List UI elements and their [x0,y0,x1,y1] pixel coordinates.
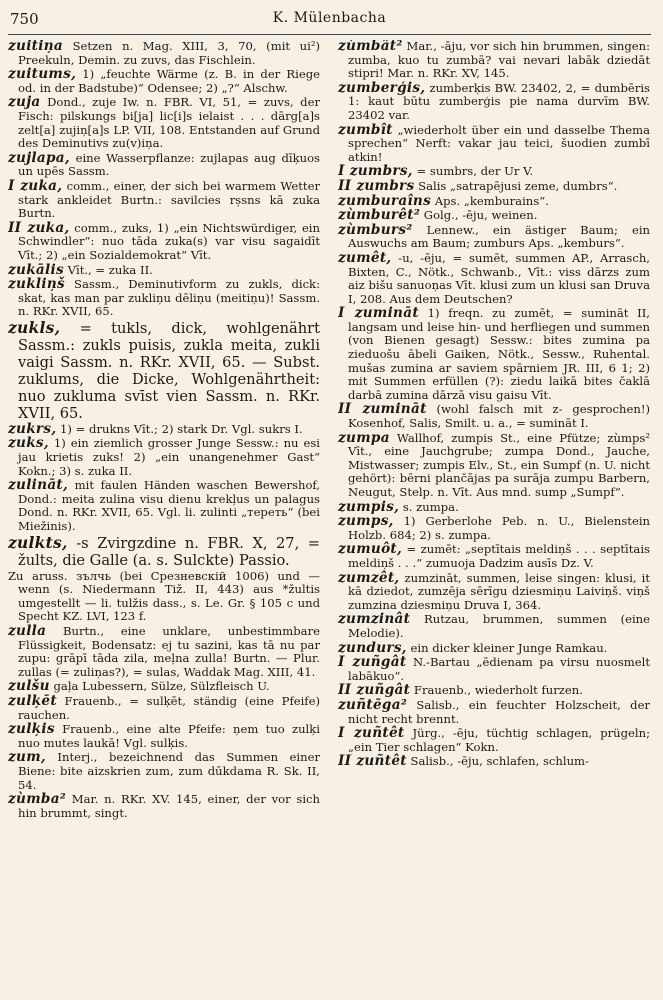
dictionary-entry [338,177,650,194]
entry-headword: zumps, [338,513,394,530]
entry-headword: zundurs, [338,639,407,656]
entry-text: Jürg., -ēju, tüchtig schlagen, prügeln; „ein Tier schlagen“ Kokn. [348,726,650,754]
dictionary-entry [8,479,320,533]
page-header [8,6,651,30]
entry-headword: II zumināt [338,401,427,418]
entry-headword: zumbît [338,121,393,138]
entry-headword: I zumināt [338,305,419,322]
entry-headword: zumêt, [338,249,392,266]
entry-headword: zum, [8,749,46,766]
entry-text: Aps. „kemburains“. [431,193,549,208]
entry-headword: zuitums, [8,66,77,83]
entry-text: s. zumpa. [399,499,459,514]
dictionary-entry [338,307,650,402]
entry-text: N.-Bartau „ēdienam pa virsu nuosmelt labākuo“. [348,655,650,683]
entry-text: 1) = drukns Vīt.; 2) stark Dr. Vgl. sukrs I. [56,421,303,436]
entry-text: Mar., -āju, vor sich hin brummen, singen: zumba, kuo tu zumbā? vai nevari labāk dziedāt stipri! Mar. n. RKr. XV, 145. [348,40,650,81]
dictionary-entry [338,727,650,754]
dictionary-entry [8,625,320,679]
dictionary-entry [8,68,320,95]
header-rule [8,34,651,35]
entry-headword: zumuôt, [338,541,403,558]
entry-headword: zulķis [8,721,55,738]
dictionary-entry [8,149,320,179]
entry-text: 1) Gerberlohe Peb. n. U., Bielenstein Holzb. 684; 2) s. zumpa. [348,514,650,542]
entry-headword: I zuñtêt [338,725,405,742]
dictionary-entry [8,261,320,278]
right-column [338,40,650,995]
dictionary-entry [338,429,650,500]
entry-text: zumberķis BW. 23402, 2, = dumbēris 1: kaut būtu zumberģis pie nama durvīm BW. 23402 var. [348,80,650,122]
entry-text: Salis „satrapējusi zeme, dumbrs“. [414,178,618,193]
entry-headword: II zuñgât [338,682,411,699]
entry-headword: zuja [8,94,41,111]
dictionary-entry [8,40,320,67]
entry-headword: II zumbrs [338,177,415,194]
entry-headword: zumburaîns [338,192,432,209]
entry-headword: zujlapa, [8,149,70,166]
entry-text: zumzināt, summen, leise singen: klusi, it kā dziedot, zumzēja sērīgu dziesmiņu Laiviņš. viņš zumzina dziesmiņu Druva I, 364. [348,570,650,612]
entry-headword: II zuñtêt [338,753,407,770]
dictionary-entry [8,692,320,722]
entry-text: Frauenb., eine alte Pfeife: ņem tuo zulķi nuo mutes laukā! Vgl. sulķis. [18,722,320,750]
dictionary-entry [8,793,320,820]
entry-headword: zùmbât² [338,40,403,54]
entry-text: comm., zuks, 1) „ein Nichtswürdiger, ein Schwindler“: nuo tāda zuka(s) var visu sagaidīt Vīt.; 2) „ein Sozialdemokrat“ Vīt. [18,220,320,262]
dictionary-entry [338,221,650,251]
entry-text: Salisb., -ēju, schlafen, schlum- [406,754,589,769]
entry-headword: zulkts, [8,533,68,552]
entry-text: Wallhof, zumpis St., eine Pfütze; zùmps² Vīt., eine Jauchgrube; zumpa Dond., Jauche, Mistwasser; zumpis Elv., St., ein Sumpf (n. U. nicht gehört): bērni plančājas pa surāja zumpu Barbern, Neugut, Stelp. n. Vīt. Aus mnd. sump „Sumpf“. [348,430,650,499]
entry-text: eine Wasserpflanze: zujlapas aug dīķuos un upēs Sassm. [18,150,320,179]
dictionary-entry [8,420,320,437]
entry-text: Frauenb., = sulķēt, ständig (eine Pfeife) rauchen. [18,693,320,722]
entry-text: = sumbrs, der Ur V. [412,164,534,179]
dictionary-entry [338,684,650,698]
dictionary-entry [338,755,650,769]
entry-text: Vīt., = zuka II. [63,262,153,277]
dictionary-entry [8,177,320,221]
entry-text: mit faulen Händen waschen Bewershof, Dond.: meita zulina visu dienu krekļus un palagus Dond. n. RKr. XVII, 65. Vgl. li. zulinti „тереть“ (bei Miežinis). [18,478,320,534]
dictionary-entry [338,209,650,223]
left-column [8,40,320,995]
entry-text: (wohl falsch mit z- gesprochen!) Kosenhof, Salis, Smilt. u. a., = sumināt I. [348,402,650,431]
entry-text: Dond., zuje Iw. n. FBR. VI, 51, = zuvs, der Fisch: pilskungs bi[ja] lic[i]s ielaist . . . dārg[a]s zelt[a] zujiņ[a]s LP. VII, 108. Entstanden auf Grund des Deminutivs zu(v)iņa. [18,95,320,151]
dictionary-entry [338,403,650,430]
dictionary-entry [8,437,320,478]
entry-headword: zukālis [8,261,64,278]
dictionary-entry [8,680,320,694]
dictionary-entry [8,219,320,263]
entry-text: -u, -ēju, = sumēt, summen AP., Arrasch, Bixten, C., Nötk., Schwanb., Vīt.: viss dārzs zum aiz bišu sanuoņas Vīt. klusi zum un klusi san Druva I, 208. Aus dem Deutschen? [348,250,650,306]
dictionary-entry [338,192,650,209]
entry-headword: zumzêt, [338,569,400,586]
dictionary-entry [338,249,650,306]
dictionary-entry [338,613,650,640]
entry-headword: I zuñgât [338,654,407,671]
entry-text: = tukls, dick, wohlgenährt Sassm.: zukls puisis, zukla meita, zukli vaigi Sassm. n. RKr. XVII, 65. — Subst. zuklums, die Dicke, Wohlgenährtheit: nuo zukluma svīst vien Sassm. n. RKr. XVII, 65. [18,319,320,422]
dictionary-entry [338,79,650,123]
entry-headword: zumpa [338,429,390,446]
entry-headword: zukrs, [8,420,57,437]
entry-text: 1) ein ziemlich grosser Junge Sessw.: nu esi jau krietis zuks! 2) „ein unangenehmer Gast“ Kokn.; 3) s. zuka II. [18,436,320,478]
entry-headword: zùmba² [8,791,67,808]
entry-text: 1) „feuchte Wärme (z. B. in der Riege od. in der Badstube)“ Odensee; 2) „?“ Alschw. [18,67,320,95]
dictionary-entry [8,96,320,150]
entry-headword: zumpis, [338,498,400,515]
entry-text: Frauenb., wiederholt furzen. [410,683,583,698]
entry-headword: zukliņš [8,276,65,293]
entry-headword: I zuka, [8,177,63,194]
dictionary-entry [338,569,650,613]
entry-text: „wiederholt über ein und dasselbe Thema sprechen“ Nerft: vakar jau teici, šuodien zumbī atkin! [348,122,650,164]
dictionary-entry [338,639,650,656]
entry-text: Golg., -ēju, weinen. [420,208,538,223]
entry-headword: zulšu [8,678,50,695]
entry-headword: zukls, [8,318,61,337]
entry-headword: zùmburs² [338,221,413,238]
entry-headword: zuks, [8,435,49,452]
entry-headword: II zuka, [8,219,70,236]
dictionary-entry [8,570,320,624]
entry-headword: zùmburêt² [338,207,421,224]
dictionary-entry [338,165,650,179]
dictionary-entry [8,723,320,750]
entry-text: Interj., bezeichnend das Summen einer Biene: bite aizskrien zum, zum dūkdama R. Sk. II, 54. [18,750,320,792]
entry-text: gaļa Lubessern, Sülze, Sülzfleisch U. [49,679,270,694]
running-title: K. Mülenbacha [272,10,387,26]
dictionary-entry [8,751,320,792]
entry-text: Setzen n. Mag. XIII, 3, 70, (mit ui²) Preekuln, Demin. zu zuvs, das Fischlein. [18,40,320,67]
entry-headword: zuñtēga² [338,696,408,713]
dictionary-entry [338,515,650,542]
entry-headword: zumzinât [338,611,411,628]
entry-headword: I zumbrs, [338,163,413,180]
entry-text: ein dicker kleiner Junge Ramkau. [406,640,608,655]
dictionary-entry [8,535,320,569]
entry-headword: zuitiņa [8,40,64,54]
dictionary-entry [338,498,650,515]
dictionary-entry [8,278,320,319]
dictionary-entry [338,121,650,165]
dictionary-entry [8,320,320,422]
dictionary-entry [338,40,650,81]
entry-text: Burtn., eine unklare, unbestimmbare Flüssigkeit, Bodensatz: ej tu sazini, kas tā nu par zupu: grāpī tāda zila, meļna zulla! Burtn. — Plur. zullas (= zuliņas?), = sulas, Waddak Mag. XIII, 41. [18,624,320,679]
entry-headword: zumberģis, [338,79,426,96]
entry-text: 1) freqn. zu zumēt, = sumināt II, langsam und leise hin- und herfliegen und summen (von Bienen gesagt) Sessw.: bites zumina pa zieduošu ābeli Gaiken, Nötk., Sessw., Ruhental. mušas zumina ar saviem spārniem JR. III, 6 1; 2) mit Summen erfüllen (?): ziedu laikā bites čaklā darbā zumina dārzā visu gaisu Vīt. [348,306,650,402]
entry-text: Rutzau, brummen, summen (eine Melodie). [348,612,650,640]
entry-headword: zulķēt [8,692,57,709]
dictionary-entry [338,696,650,726]
entry-text: Sassm., Deminutivform zu zukls, dick: skat, kas man par zukliņu dēliņu (meitiņu)! Sassm. n. RKr. XVII, 65. [18,277,320,319]
entry-text: Zu aruss. зълчь (bei Срезневскій 1006) und — wenn (s. Niedermann Tiž. II, 443) aus *žultis umgestellt — li. tulžis dass., s. Le. Gr. § 105 c und Specht KZ. LVI, 123 f. [8,568,320,624]
entry-text: Lennew., ein ästiger Baum; ein Auswuchs am Baum; zumburs Aps. „kemburs“. [348,222,650,251]
dictionary-entry [338,656,650,683]
page-number: 750 [10,10,39,28]
entry-text: Mar. n. RKr. XV. 145, einer, der vor sich hin brummt, singt. [18,792,320,820]
entry-headword: zulla [8,623,47,639]
entry-text: -s Zvirgzdine n. FBR. X, 27, = žults, die Galle (a. s. Sulckte) Passio. [18,534,320,569]
entry-text: Salisb., ein feuchter Holzscheit, der nicht recht brennt. [348,697,650,726]
entry-headword: zulināt, [8,477,69,494]
entry-text: comm., einer, der sich bei warmem Wetter stark ankleidet Burtn.: savilcies rṣsns kā zuka Burtn. [18,178,320,221]
entry-text: = zumēt: „septītais meldiņš . . . septītais meldiņš . . .“ zumuoja Dadzim ausīs Dz. V. [348,542,650,570]
dictionary-entry [338,543,650,570]
